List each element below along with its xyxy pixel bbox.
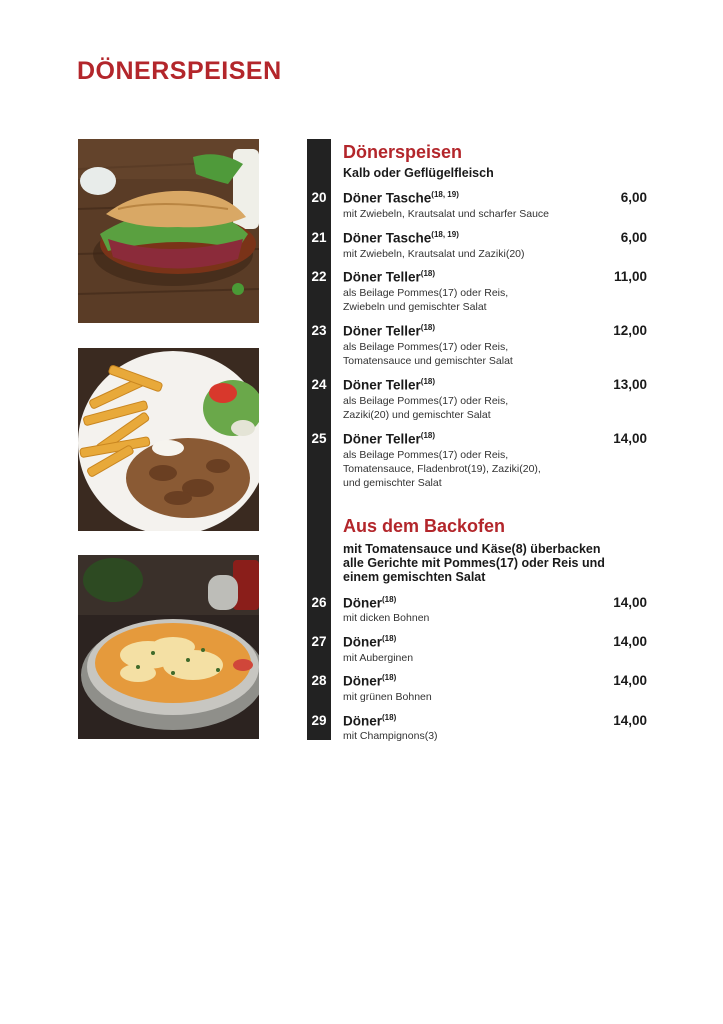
- item-number: 25: [311, 431, 327, 446]
- item-name: Döner Teller$^{(18)}$: [343, 269, 436, 285]
- section-title-doenerspeisen: Dönerspeisen: [343, 142, 463, 162]
- section-title-backofen: Aus dem Backofen: [343, 516, 506, 536]
- item-name: Döner$^{(18)}$: [343, 634, 397, 650]
- item-name: Döner Tasche$^{(18, 19)}$: [343, 190, 459, 206]
- item-price: 6,00: [620, 190, 647, 205]
- section-note: mit Tomatensauce und Käse(8) überbacken alle Gerichte mit Pommes(17) oder Reis und einem gemischten Salat: [343, 542, 605, 584]
- item-name: Döner Teller$^{(18)}$: [343, 323, 436, 339]
- doner-sandwich-photo: [78, 139, 259, 323]
- item-number: 29: [311, 713, 327, 728]
- baked-doner-casserole-photo: [78, 555, 259, 739]
- item-number: 21: [311, 230, 327, 245]
- item-price: 14,00: [613, 634, 647, 649]
- item-description: mit Zwiebeln, Krautsalat und Zaziki(20): [343, 248, 525, 260]
- item-name: Döner Teller$^{(18)}$: [343, 377, 436, 393]
- page-title: DÖNERSPEISEN: [77, 57, 282, 85]
- item-name: Döner Tasche$^{(18, 19)}$: [343, 230, 459, 246]
- item-price: 14,00: [613, 595, 647, 610]
- item-number: 20: [311, 190, 327, 205]
- item-description: mit Auberginen: [343, 652, 414, 664]
- item-description: mit dicken Bohnen: [343, 612, 430, 624]
- item-description: als Beilage Pommes(17) oder Reis, Tomatensauce und gemischter Salat: [343, 341, 513, 367]
- item-name: Döner$^{(18)}$: [343, 595, 397, 611]
- item-name: Döner Teller$^{(18)}$: [343, 431, 436, 447]
- item-number: 22: [311, 269, 327, 284]
- item-price: 6,00: [620, 230, 647, 245]
- item-price: 14,00: [613, 673, 647, 688]
- item-name: Döner$^{(18)}$: [343, 713, 397, 729]
- item-price: 11,00: [613, 269, 647, 284]
- item-number: 23: [311, 323, 327, 338]
- item-number: 28: [311, 673, 327, 688]
- item-name: Döner$^{(18)}$: [343, 673, 397, 689]
- section-subtitle: Kalb oder Geflügelfleisch: [343, 166, 494, 180]
- item-price: 14,00: [613, 713, 647, 728]
- item-price: 13,00: [613, 377, 647, 392]
- item-description: mit Zwiebeln, Krautsalat und scharfer Sauce: [343, 208, 550, 220]
- item-price: 12,00: [613, 323, 647, 338]
- item-number: 26: [311, 595, 327, 610]
- item-description: als Beilage Pommes(17) oder Reis, Zwiebeln und gemischter Salat: [343, 287, 509, 313]
- item-description: als Beilage Pommes(17) oder Reis, Tomatensauce, Fladenbrot(19), Zaziki(20), und gemischter Salat: [343, 449, 541, 489]
- item-number: 27: [311, 634, 327, 649]
- item-price: 14,00: [613, 431, 647, 446]
- item-number: 24: [311, 377, 327, 392]
- item-description: mit grünen Bohnen: [343, 691, 432, 703]
- doner-plate-fries-photo: [78, 348, 259, 531]
- item-description: als Beilage Pommes(17) oder Reis, Zaziki(20) und gemischter Salat: [343, 395, 509, 421]
- item-description: mit Champignons(3): [343, 730, 438, 742]
